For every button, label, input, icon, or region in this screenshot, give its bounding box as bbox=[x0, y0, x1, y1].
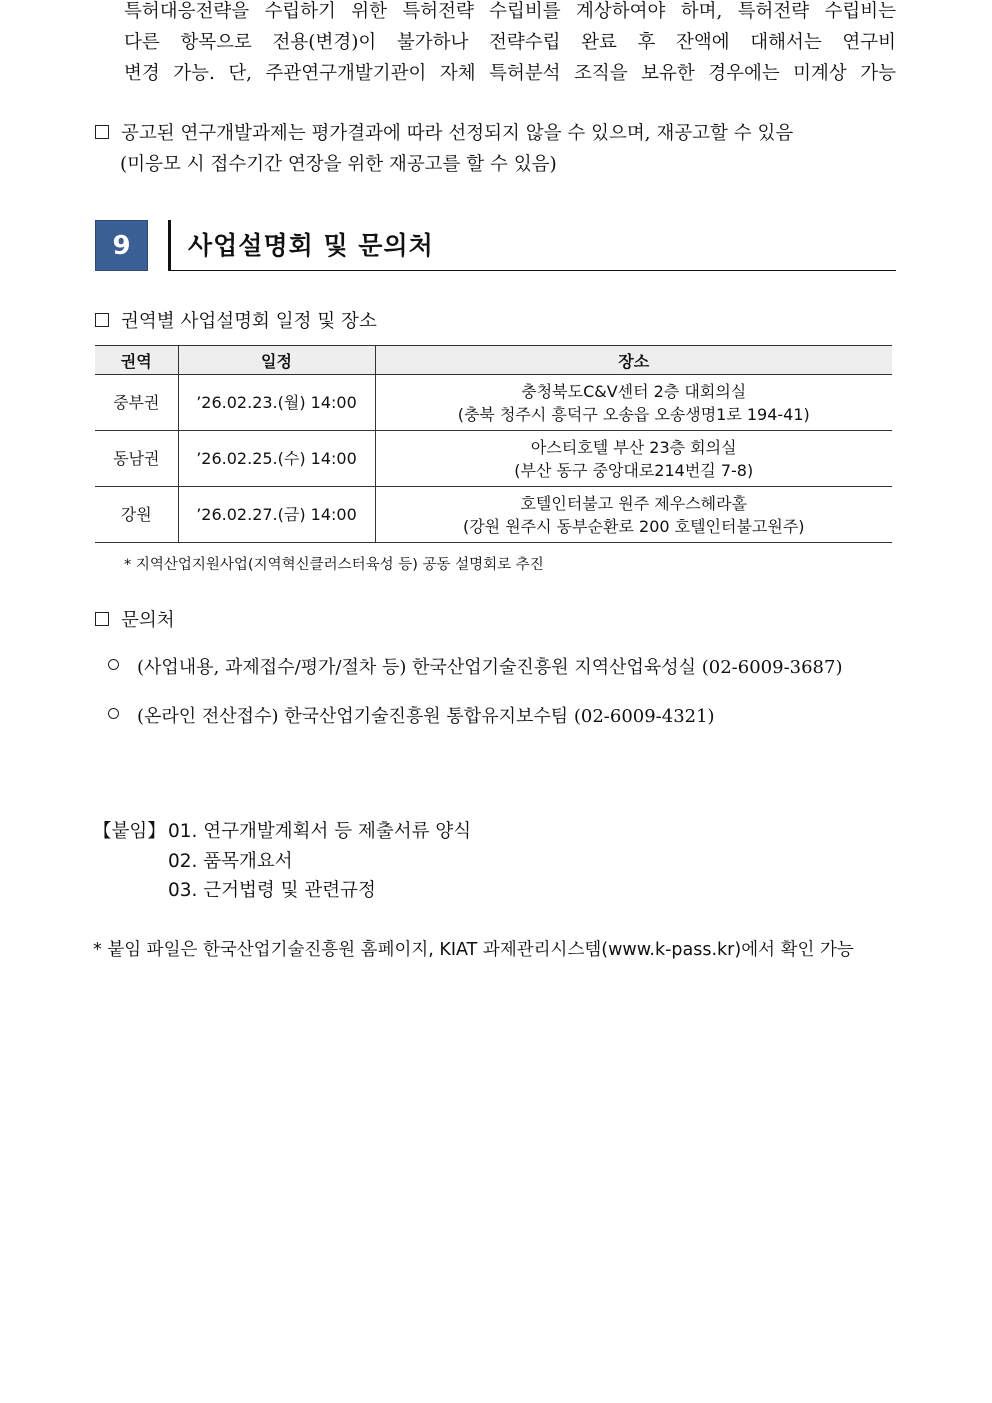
region-cell: 동남권 bbox=[95, 431, 178, 487]
place-address: (부산 동구 중앙대로214번길 7-8) bbox=[514, 460, 754, 480]
region-cell: 중부권 bbox=[95, 375, 178, 431]
attachment-note: * 붙임 파일은 한국산업기술진흥원 홈페이지, KIAT 과제관리시스템(www.k-pass.kr)에서 확인 가능 bbox=[93, 940, 854, 960]
contact-item bbox=[108, 702, 715, 728]
circle-bullet-icon bbox=[108, 659, 119, 670]
notice-line-1 bbox=[95, 119, 793, 145]
place-cell bbox=[375, 487, 892, 543]
place-name: 아스티호텔 부산 23층 회의실 bbox=[530, 437, 737, 457]
section-title: 사업설명회 및 문의처 bbox=[188, 231, 434, 260]
place-name: 호텔인터불고 원주 제우스헤라홀 bbox=[520, 493, 748, 513]
checkbox-square-icon bbox=[95, 612, 109, 626]
circle-bullet-icon bbox=[108, 708, 119, 719]
column-header: 권역 bbox=[95, 346, 178, 375]
column-header: 장소 bbox=[375, 346, 892, 375]
contact-text: (온라인 전산접수) 한국산업기술진흥원 통합유지보수팀 (02-6009-4321) bbox=[137, 706, 715, 727]
attachment-item: 03. 근거법령 및 관련규정 bbox=[168, 880, 376, 901]
place-address: (충북 청주시 흥덕구 오송읍 오송생명1로 194-41) bbox=[457, 404, 810, 424]
attachment-label: 【붙임】 bbox=[93, 821, 166, 842]
table-row bbox=[95, 375, 892, 431]
checkbox-square-icon bbox=[95, 125, 109, 139]
place-name: 충청북도C&V센터 2층 대회의실 bbox=[521, 381, 747, 401]
attachment-item: 01. 연구개발계획서 등 제출서류 양식 bbox=[168, 821, 472, 842]
date-cell: ’26.02.23.(월) 14:00 bbox=[178, 375, 375, 431]
notice-line-2: (미응모 시 접수기간 연장을 위한 재공고를 할 수 있음) bbox=[120, 154, 557, 175]
schedule-heading-text: 권역별 사업설명회 일정 및 장소 bbox=[121, 311, 377, 332]
contact-heading bbox=[95, 606, 175, 632]
schedule-table bbox=[95, 345, 892, 543]
checkbox-square-icon bbox=[95, 313, 109, 327]
intro-line: 특허대응전략을 수립하기 위한 특허전략 수립비를 계상하여야 하며, 특허전략 수립비는 bbox=[124, 1, 896, 22]
intro-paragraph bbox=[124, 0, 896, 89]
contact-heading-text: 문의처 bbox=[121, 610, 175, 631]
intro-line: 변경 가능. 단, 주관연구개발기관이 자체 특허분석 조직을 보유한 경우에는 미계상 가능 bbox=[124, 63, 896, 84]
table-row bbox=[95, 487, 892, 543]
table-header-row bbox=[95, 346, 892, 375]
column-header: 일정 bbox=[178, 346, 375, 375]
place-address: (강원 원주시 동부순환로 200 호텔인터불고원주) bbox=[462, 516, 805, 536]
region-cell: 강원 bbox=[95, 487, 178, 543]
notice-text: 공고된 연구개발과제는 평가결과에 따라 선정되지 않을 수 있으며, 재공고할 수 있음 bbox=[121, 123, 794, 144]
date-cell: ’26.02.25.(수) 14:00 bbox=[178, 431, 375, 487]
schedule-heading bbox=[95, 307, 377, 333]
place-cell bbox=[375, 431, 892, 487]
attachment-item: 02. 품목개요서 bbox=[168, 851, 293, 872]
intro-line: 다른 항목으로 전용(변경)이 불가하나 전략수립 완료 후 잔액에 대해서는 연구비 bbox=[124, 32, 896, 53]
table-row bbox=[95, 431, 892, 487]
contact-text: (사업내용, 과제접수/평가/절차 등) 한국산업기술진흥원 지역산업육성실 (02-6009-3687) bbox=[137, 657, 843, 678]
contact-item bbox=[108, 653, 842, 679]
section-number: 9 bbox=[95, 220, 148, 271]
schedule-footnote: * 지역산업지원사업(지역혁신클러스터육성 등) 공동 설명회로 추진 bbox=[124, 557, 544, 573]
date-cell: ’26.02.27.(금) 14:00 bbox=[178, 487, 375, 543]
place-cell bbox=[375, 375, 892, 431]
